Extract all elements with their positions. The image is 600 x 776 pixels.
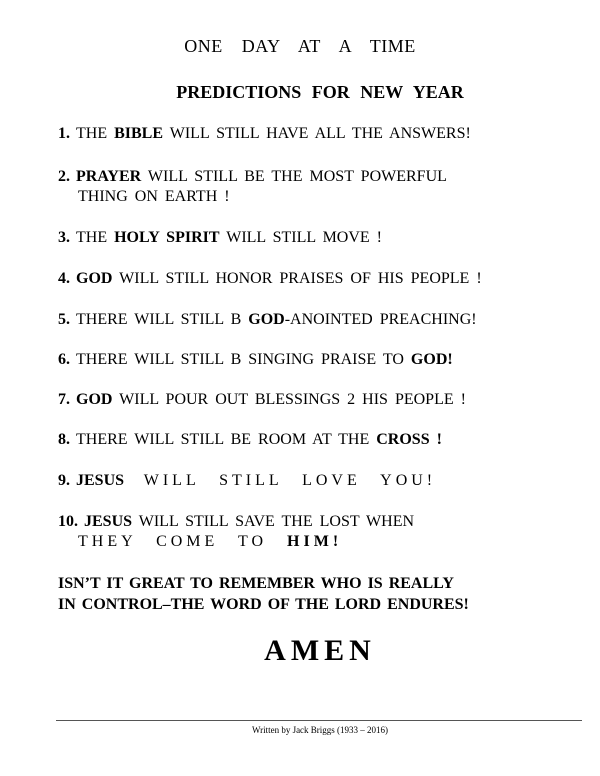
item-number: 9. [58,472,70,489]
list-item-9 [58,471,436,491]
item-text-continued [58,532,414,552]
item-number: 7. [58,391,70,408]
amen-heading: AMEN [264,634,376,667]
list-item-1 [58,124,471,144]
item-emphasis: GOD [248,311,285,328]
item-text: WILL STILL LOVE YOU! [124,472,437,489]
closing-line-1: ISN’T IT GREAT TO REMEMBER WHO IS REALLY [58,575,454,592]
item-text: THE [76,125,115,142]
item-emphasis: GOD! [410,351,453,368]
closing-statement [58,573,578,615]
item-emphasis: GOD [76,270,113,287]
item-text: WILL STILL MOVE ! [219,229,382,246]
item-number: 1. [58,125,70,142]
item-text: THE [76,229,115,246]
item-text: WILL POUR OUT BLESSINGS 2 HIS PEOPLE ! [112,391,466,408]
item-number: 2. [58,168,70,185]
item-text: WILL STILL BE THE MOST POWERFUL [141,168,447,185]
item-text: THERE WILL STILL B [76,311,249,328]
item-number: 10. [58,513,78,530]
item-text: -ANOINTED PREACHING! [284,311,477,328]
item-emphasis: BIBLE [114,125,164,142]
item-emphasis: JESUS [84,513,133,530]
list-item-7 [58,390,466,410]
document-title: ONE DAY AT A TIME [184,36,416,56]
document-subtitle: PREDICTIONS FOR NEW YEAR [176,82,464,102]
item-number: 5. [58,311,70,328]
list-item-3 [58,228,382,248]
list-item-2 [58,167,447,207]
item-emphasis: GOD [76,391,113,408]
item-emphasis: HOLY SPIRIT [114,229,220,246]
item-text: WILL STILL SAVE THE LOST WHEN [132,513,415,530]
footer-credit: Written by Jack Briggs (1933 – 2016) [251,725,389,735]
list-item-5 [58,310,477,330]
list-item-6 [58,350,453,370]
item-number: 8. [58,431,70,448]
item-emphasis: JESUS [76,472,125,489]
item-text: WILL STILL HONOR PRAISES OF HIS PEOPLE ! [112,270,482,287]
list-item-4 [58,269,482,289]
item-emphasis: PRAYER [76,168,142,185]
item-text: THERE WILL STILL BE ROOM AT THE [76,431,377,448]
item-text-continued: THING ON EARTH ! [78,188,230,205]
item-number: 4. [58,270,70,287]
item-emphasis: HIM! [287,533,343,550]
closing-line-2: IN CONTROL–THE WORD OF THE LORD ENDURES! [58,596,469,613]
item-number: 6. [58,351,70,368]
item-text: WILL STILL HAVE ALL THE ANSWERS! [163,125,471,142]
item-emphasis: CROSS ! [376,431,442,448]
item-text: THERE WILL STILL B SINGING PRAISE TO [76,351,411,368]
footer-divider [56,720,582,721]
item-text: THEY COME TO [78,533,288,550]
item-number: 3. [58,229,70,246]
list-item-10 [58,512,414,552]
list-item-8 [58,430,442,450]
